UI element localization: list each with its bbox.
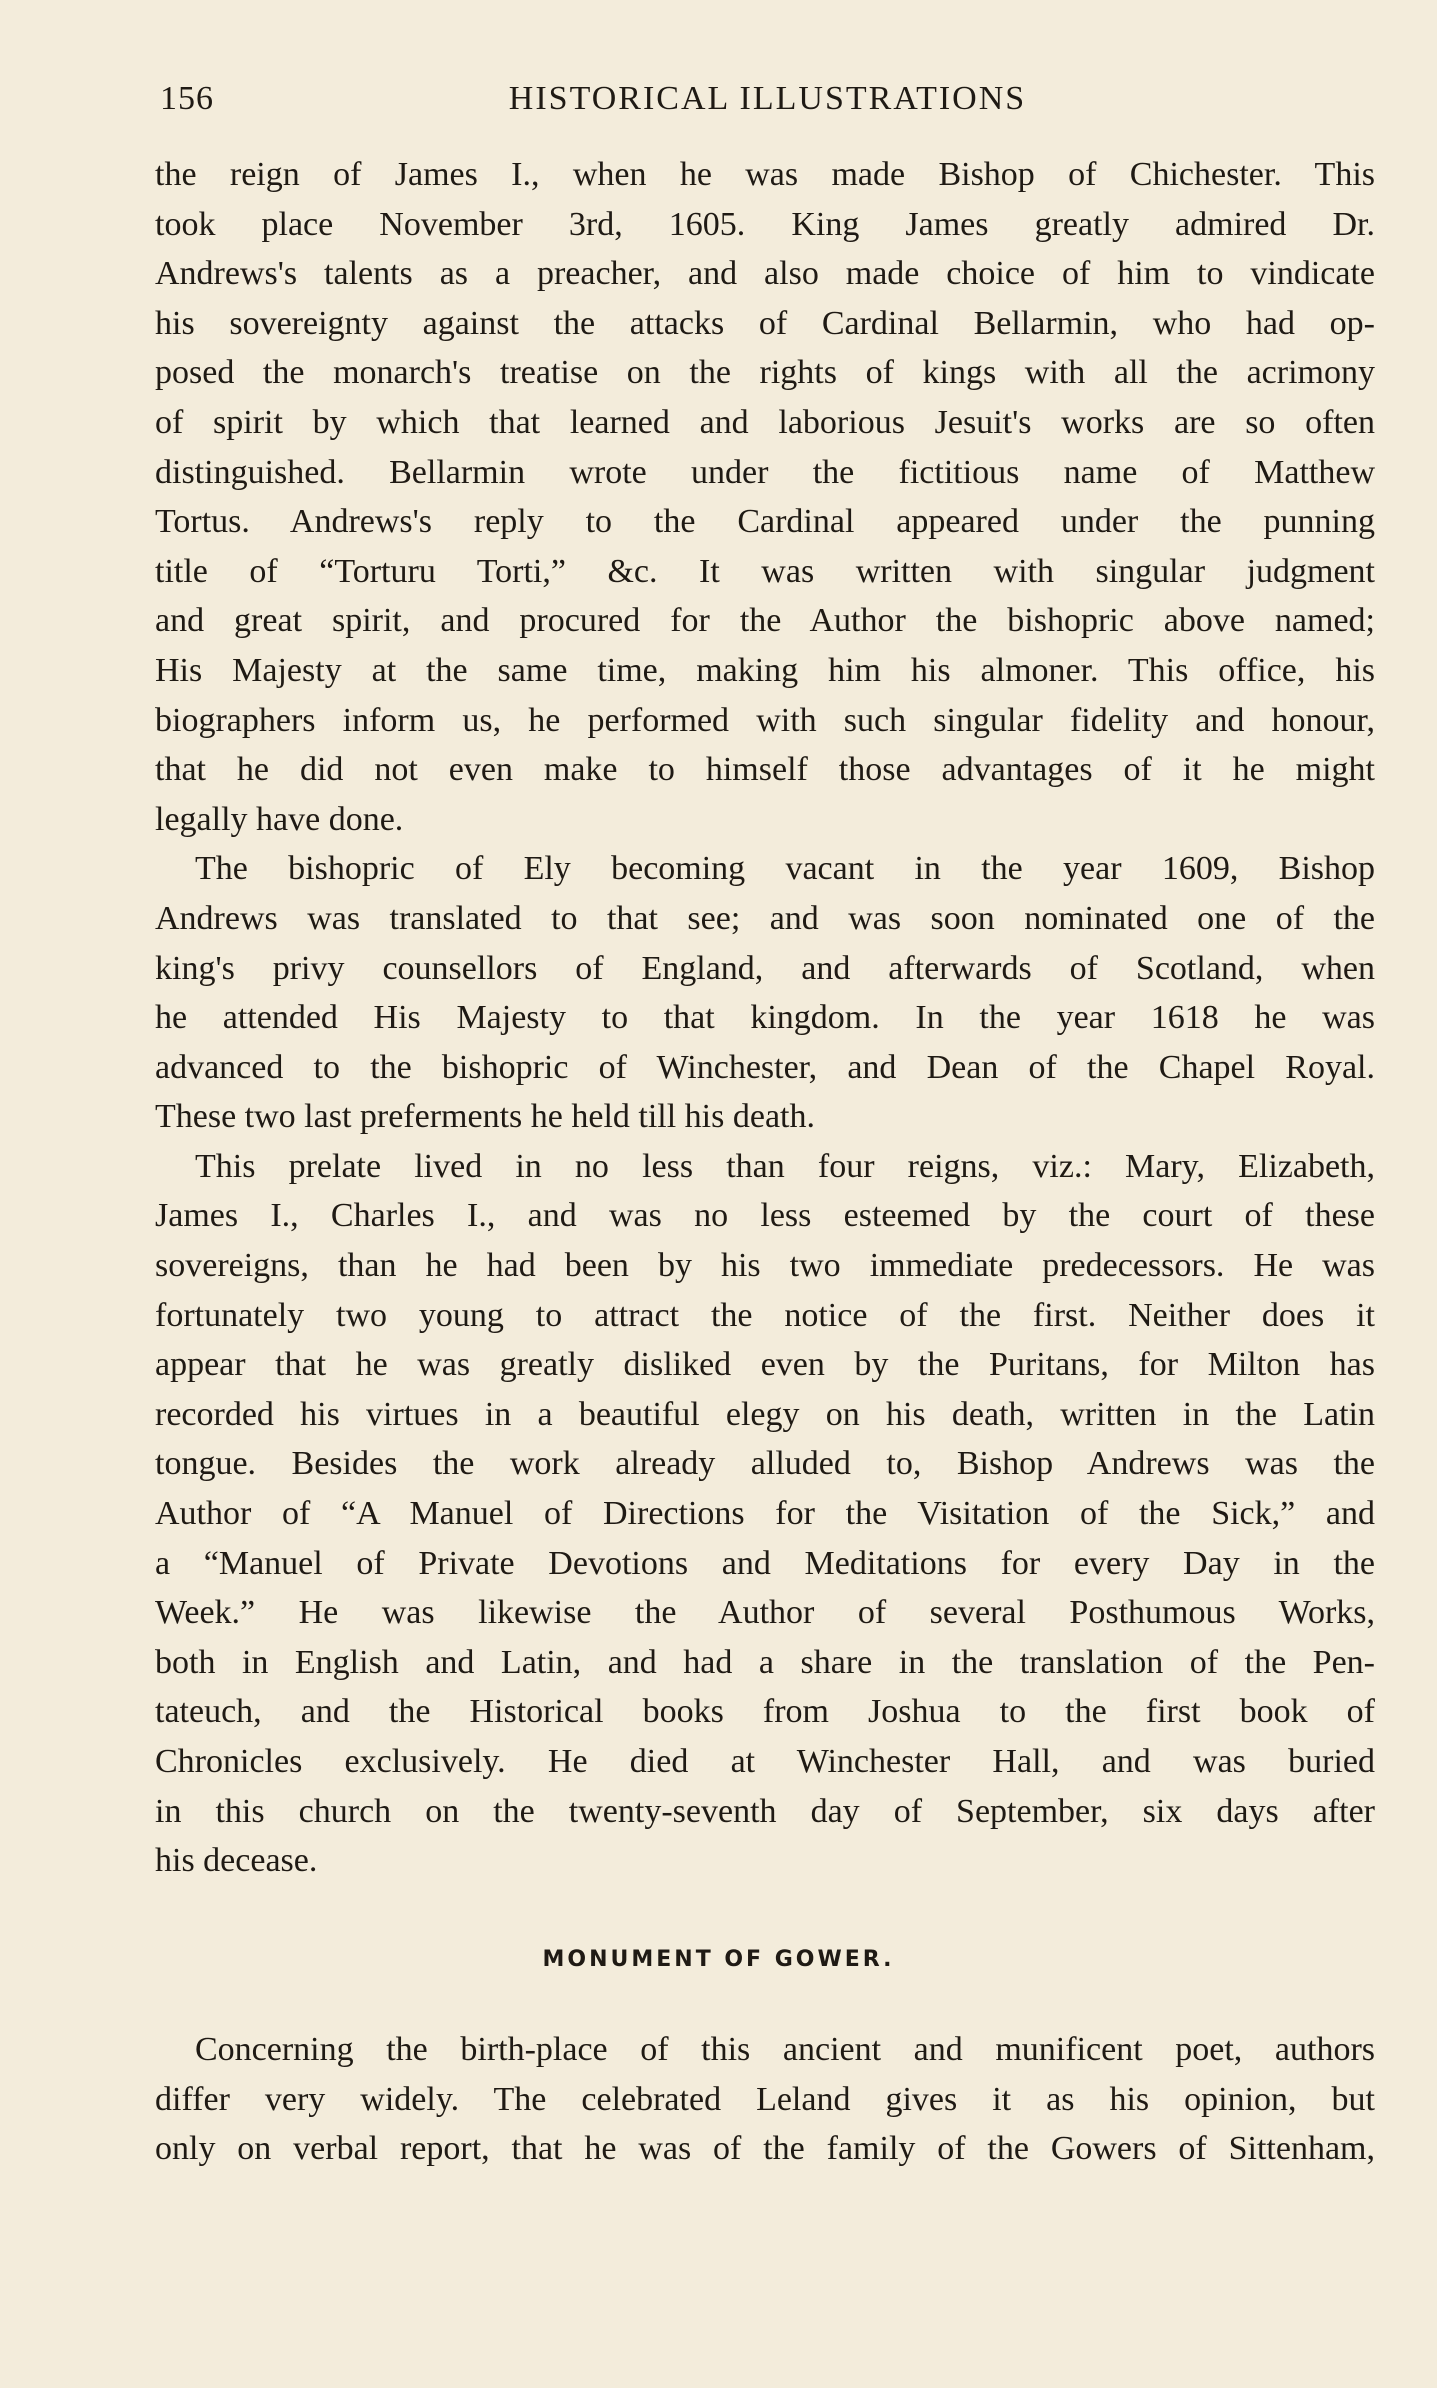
text-line: Chronicles exclusively. He died at Winchester Hall, and was buried bbox=[155, 1743, 1375, 1780]
text-line: Author of “A Manuel of Directions for the Visitation of the Sick,” and bbox=[155, 1495, 1375, 1533]
text-line: tongue. Besides the work already alluded to, Bishop Andrews was the bbox=[155, 1445, 1375, 1483]
text-line: biographers inform us, he performed with such singular fidelity and honour, bbox=[155, 701, 1375, 739]
section-heading: MONUMENT OF GOWER. bbox=[542, 1947, 895, 1972]
text-line: tateuch, and the Historical books from Joshua to the first book of bbox=[155, 1693, 1375, 1731]
text-line: advanced to the bishopric of Winchester, and Dean of the Chapel Royal. bbox=[155, 1048, 1375, 1086]
text-line: fortunately two young to attract the notice of the first. Neither does it bbox=[155, 1296, 1375, 1334]
text-line: differ very widely. The celebrated Leland gives it as his opinion, but bbox=[155, 2080, 1375, 2118]
text-line: The bishopric of Ely becoming vacant in the year 1609, Bishop bbox=[195, 850, 1375, 888]
text-line: of spirit by which that learned and laborious Jesuit's works are so often bbox=[155, 403, 1375, 441]
text-line: posed the monarch's treatise on the rights of kings with all the acrimony bbox=[155, 354, 1375, 392]
text-line: his sovereignty against the attacks of Cardinal Bellarmin, who had op- bbox=[155, 304, 1375, 342]
text-line: Andrews was translated to that see; and was soon nominated one of the bbox=[155, 899, 1375, 937]
text-line: that he did not even make to himself those advantages of it he might bbox=[155, 751, 1375, 789]
text-line: distinguished. Bellarmin wrote under the fictitious name of Matthew bbox=[155, 453, 1375, 491]
text-line: James I., Charles I., and was no less esteemed by the court of these bbox=[155, 1197, 1375, 1235]
text-line: title of “Torturu Torti,” &c. It was written with singular judgment bbox=[155, 552, 1375, 590]
text-line: he attended His Majesty to that kingdom. In the year 1618 he was bbox=[155, 999, 1375, 1037]
text-line: both in English and Latin, and had a share in the translation of the Pen- bbox=[155, 1643, 1375, 1681]
section-text bbox=[155, 2025, 1375, 2174]
page-number: 156 bbox=[160, 80, 214, 117]
text-line: the reign of James I., when he was made Bishop of Chichester. This bbox=[155, 156, 1375, 193]
text-line: and great spirit, and procured for the Author the bishopric above named; bbox=[155, 602, 1375, 640]
text-line: a “Manuel of Private Devotions and Meditations for every Day in the bbox=[155, 1544, 1375, 1582]
text-line: took place November 3rd, 1605. King James greatly admired Dr. bbox=[155, 205, 1375, 243]
text-line: his decease. bbox=[155, 1842, 318, 1880]
running-title: HISTORICAL ILLUSTRATIONS bbox=[508, 80, 1027, 117]
text-line: only on verbal report, that he was of the family of the Gowers of Sittenham, bbox=[155, 2130, 1375, 2168]
text-line: king's privy counsellors of England, and afterwards of Scotland, when bbox=[155, 949, 1375, 987]
text-line: in this church on the twenty-seventh day of September, six days after bbox=[155, 1792, 1375, 1830]
body-text bbox=[155, 150, 1375, 1886]
text-line: appear that he was greatly disliked even by the Puritans, for Milton has bbox=[155, 1346, 1375, 1384]
text-line: Concerning the birth-place of this ancient and munificent poet, authors bbox=[195, 2031, 1375, 2068]
text-line: recorded his virtues in a beautiful elegy on his death, written in the Latin bbox=[155, 1395, 1375, 1433]
text-line: These two last preferments he held till his death. bbox=[155, 1098, 815, 1136]
text-line: Tortus. Andrews's reply to the Cardinal appeared under the punning bbox=[155, 503, 1375, 541]
text-line: This prelate lived in no less than four reigns, viz.: Mary, Elizabeth, bbox=[195, 1147, 1375, 1185]
text-line: legally have done. bbox=[155, 800, 404, 838]
text-line: Week.” He was likewise the Author of several Posthumous Works, bbox=[155, 1594, 1375, 1632]
text-line: Andrews's talents as a preacher, and also made choice of him to vindicate bbox=[155, 255, 1375, 293]
text-line: sovereigns, than he had been by his two immediate predecessors. He was bbox=[155, 1247, 1375, 1285]
text-line: His Majesty at the same time, making him his almoner. This office, his bbox=[155, 651, 1375, 689]
running-head bbox=[160, 80, 1375, 130]
